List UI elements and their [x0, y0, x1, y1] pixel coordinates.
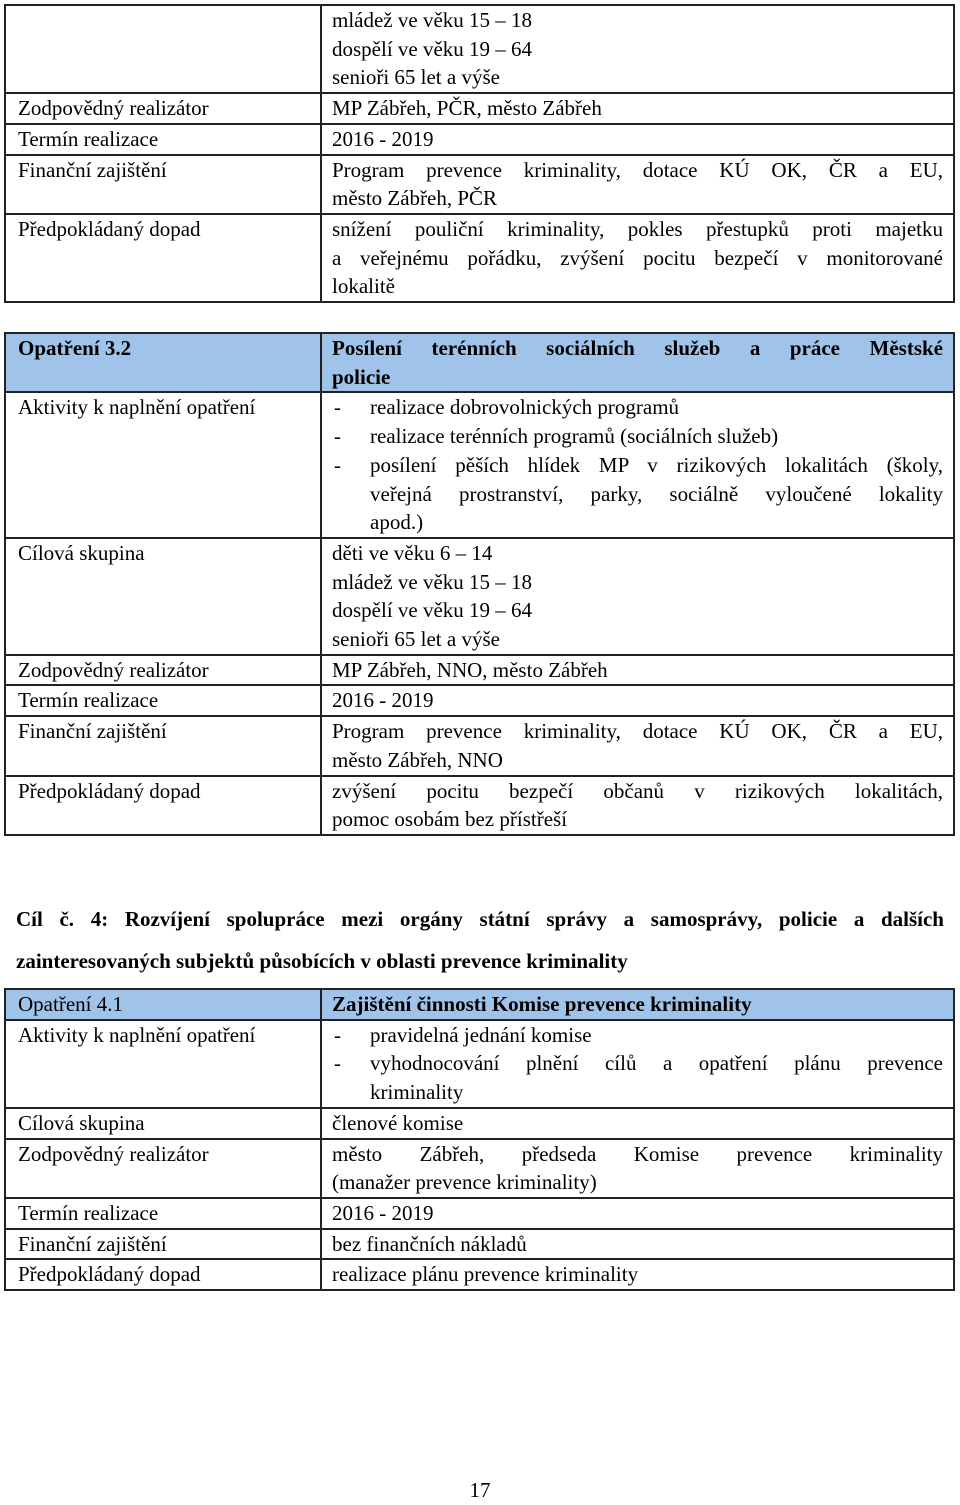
responsible-label: Zodpovědný realizátor — [5, 1139, 321, 1198]
impact-row — [5, 776, 954, 835]
goal-heading-line: Cíl č. 4: Rozvíjení spolupráce mezi orgány státní správy a samosprávy, policie a dalších — [16, 907, 944, 931]
target-line: mládež ve věku 15 – 18 — [332, 569, 533, 594]
target-line: senioři 65 let a výše — [332, 65, 500, 90]
activities-list-cell — [321, 1020, 954, 1108]
term-label: Termín realizace — [5, 124, 321, 155]
measure-label: Opatření 3.2 — [5, 333, 321, 392]
responsible-value: MP Zábřeh, PČR, město Zábřeh — [321, 93, 954, 124]
goal-4-heading — [16, 898, 944, 982]
finance-line: Program prevence kriminality, dotace KÚ OK, ČR a EU, — [332, 719, 943, 744]
finance-value — [321, 716, 954, 775]
term-label: Termín realizace — [5, 685, 321, 716]
activity-item: - pravidelná jednání komise — [328, 1021, 943, 1050]
term-row — [5, 685, 954, 716]
finance-value — [321, 155, 954, 214]
impact-row — [5, 1259, 954, 1290]
finance-row — [5, 1229, 954, 1260]
target-group-value — [321, 538, 954, 655]
activities-label: Aktivity k naplnění opatření — [5, 392, 321, 538]
target-group-row — [5, 5, 954, 93]
impact-label: Předpokládaný dopad — [5, 214, 321, 302]
impact-value — [321, 214, 954, 302]
target-line: mládež ve věku 15 – 18 — [332, 8, 533, 32]
measure-title: Zajištění činnosti Komise prevence kriminality — [321, 989, 954, 1020]
responsible-value: MP Zábřeh, NNO, město Zábřeh — [321, 655, 954, 686]
impact-line: a veřejnému pořádku, zvýšení pocitu bezpečí v monitorované — [332, 245, 943, 270]
target-line: dospělí ve věku 19 – 64 — [332, 598, 533, 623]
impact-row — [5, 214, 954, 302]
finance-line: město Zábřeh, NNO — [332, 747, 503, 772]
term-row — [5, 1198, 954, 1229]
activity-item: - realizace dobrovolnických programů — [328, 393, 943, 422]
measure-title-line: Posílení terénních sociálních služeb a práce Městské — [332, 336, 943, 360]
measure-3-1-table-continuation — [4, 4, 955, 303]
impact-value: realizace plánu prevence kriminality — [321, 1259, 954, 1290]
responsible-value — [321, 1139, 954, 1198]
impact-line: zvýšení pocitu bezpečí občanů v rizikových lokalitách, — [332, 778, 943, 803]
impact-label: Předpokládaný dopad — [5, 1259, 321, 1290]
term-label: Termín realizace — [5, 1198, 321, 1229]
responsible-line: (manažer prevence kriminality) — [332, 1170, 597, 1195]
term-value: 2016 - 2019 — [321, 124, 954, 155]
activities-list — [328, 1021, 943, 1107]
target-group-row — [5, 1108, 954, 1139]
measure-4-1-table — [4, 988, 955, 1291]
measure-3-2-table — [4, 332, 955, 836]
finance-label: Finanční zajištění — [5, 716, 321, 775]
finance-value: bez finančních nákladů — [321, 1229, 954, 1260]
measure-label: Opatření 4.1 — [5, 989, 321, 1020]
page-number: 17 — [469, 1478, 491, 1502]
measure-title-line: policie — [332, 364, 391, 389]
impact-line: pomoc osobám bez přístřeší — [332, 807, 568, 832]
term-value: 2016 - 2019 — [321, 685, 954, 716]
activity-item: - vyhodnocování plnění cílů a opatření plánu prevence kriminality — [328, 1049, 943, 1106]
responsible-row — [5, 1139, 954, 1198]
finance-line: město Zábřeh, PČR — [332, 186, 498, 211]
responsible-label: Zodpovědný realizátor — [5, 93, 321, 124]
target-group-value — [321, 5, 954, 93]
activities-label: Aktivity k naplnění opatření — [5, 1020, 321, 1108]
measure-title — [321, 333, 954, 392]
impact-line: lokalitě — [332, 274, 395, 299]
term-row — [5, 124, 954, 155]
impact-label: Předpokládaný dopad — [5, 776, 321, 835]
term-value: 2016 - 2019 — [321, 1198, 954, 1229]
impact-value — [321, 776, 954, 835]
goal-heading-line: zainteresovaných subjektů působících v oblasti prevence kriminality — [16, 949, 628, 973]
activities-row — [5, 392, 954, 538]
activity-item: - posílení pěších hlídek MP v rizikových lokalitách (školy, veřejná prostranství, parky, sociálně vyloučené lokality apod.) — [328, 451, 943, 537]
activities-list-cell — [321, 392, 954, 538]
measure-header-row — [5, 333, 954, 392]
target-group-label: Cílová skupina — [5, 538, 321, 655]
empty-label-cell — [5, 5, 321, 93]
responsible-line: město Zábřeh, předseda Komise prevence kriminality — [332, 1141, 943, 1166]
activities-row — [5, 1020, 954, 1108]
finance-row — [5, 716, 954, 775]
responsible-label: Zodpovědný realizátor — [5, 655, 321, 686]
finance-line: Program prevence kriminality, dotace KÚ OK, ČR a EU, — [332, 157, 943, 182]
activities-list — [328, 393, 943, 537]
responsible-row — [5, 93, 954, 124]
measure-header-row — [5, 989, 954, 1020]
finance-label: Finanční zajištění — [5, 155, 321, 214]
target-line: senioři 65 let a výše — [332, 627, 500, 652]
target-line: děti ve věku 6 – 14 — [332, 540, 493, 565]
finance-label: Finanční zajištění — [5, 1229, 321, 1260]
target-group-row — [5, 538, 954, 655]
target-line: dospělí ve věku 19 – 64 — [332, 36, 533, 61]
target-group-label: Cílová skupina — [5, 1108, 321, 1139]
impact-line: snížení pouliční kriminality, pokles přestupků proti majetku — [332, 216, 943, 241]
finance-row — [5, 155, 954, 214]
target-group-value: členové komise — [321, 1108, 954, 1139]
responsible-row — [5, 655, 954, 686]
activity-item: - realizace terénních programů (sociálních služeb) — [328, 422, 943, 451]
